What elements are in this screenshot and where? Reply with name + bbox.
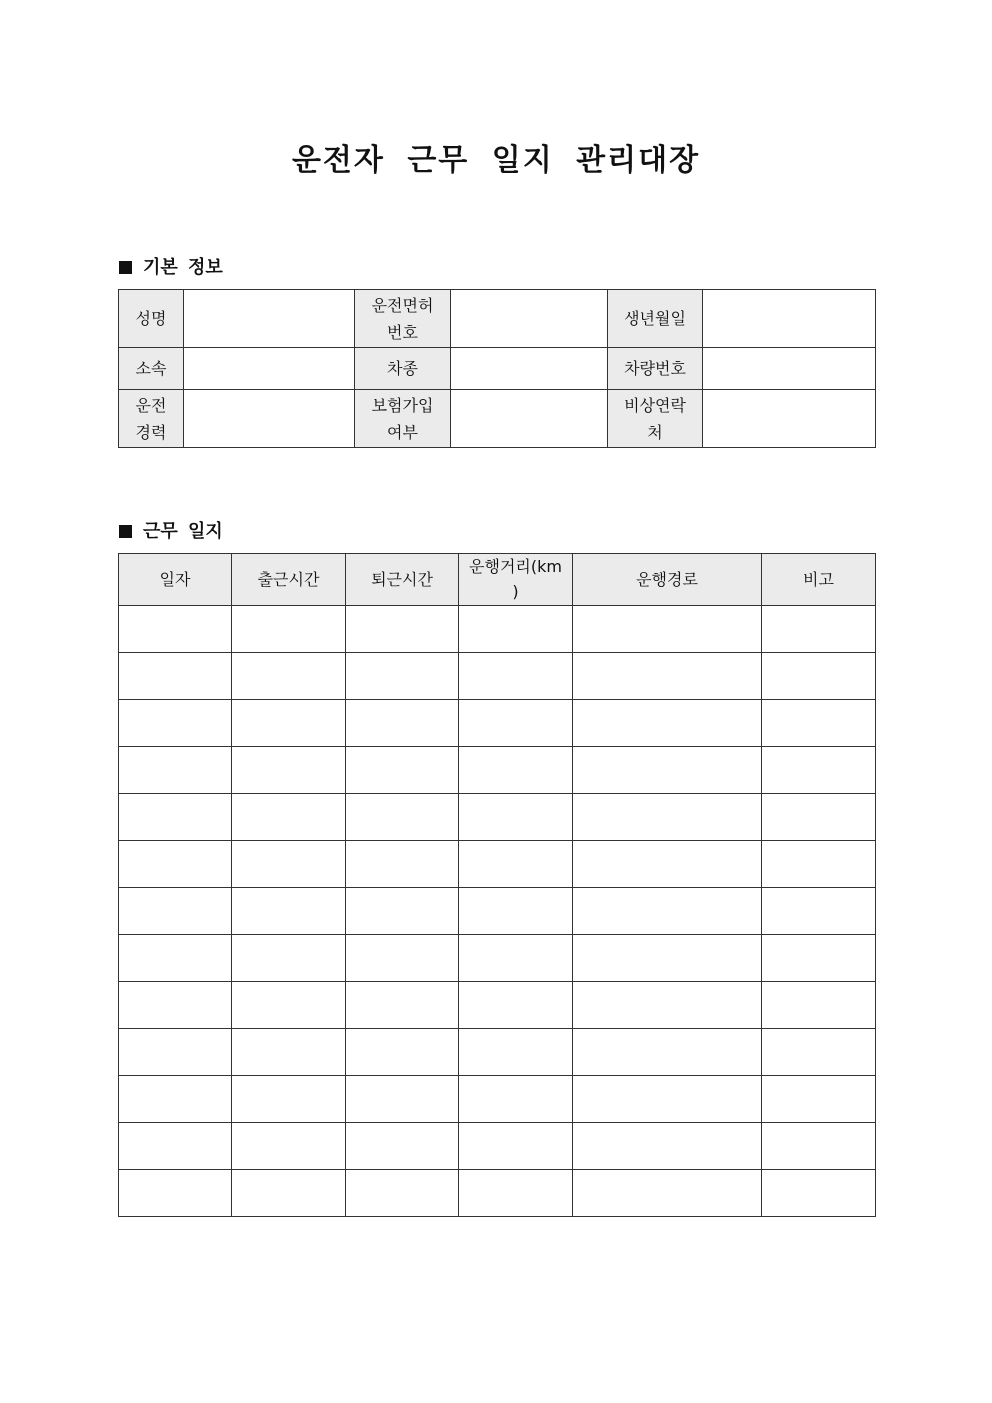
distance-cell[interactable] — [459, 700, 573, 747]
basic-info-table — [118, 289, 876, 448]
clock-out-cell[interactable] — [346, 935, 459, 982]
distance-cell[interactable] — [459, 747, 573, 794]
remarks-column-header: 비고 — [762, 554, 876, 606]
remarks-cell[interactable] — [762, 747, 876, 794]
route-cell[interactable] — [573, 888, 762, 935]
date-cell[interactable] — [119, 1170, 232, 1217]
name-label: 성명 — [119, 290, 184, 348]
remarks-cell[interactable] — [762, 700, 876, 747]
distance-cell[interactable] — [459, 1076, 573, 1123]
square-bullet-icon — [119, 525, 132, 538]
route-cell[interactable] — [573, 1170, 762, 1217]
clock-out-cell[interactable] — [346, 1029, 459, 1076]
distance-cell[interactable] — [459, 888, 573, 935]
route-cell[interactable] — [573, 700, 762, 747]
vehicle-number-label: 차량번호 — [608, 348, 703, 390]
clock-out-cell[interactable] — [346, 982, 459, 1029]
insurance-label: 보험가입 여부 — [355, 390, 451, 448]
date-cell[interactable] — [119, 653, 232, 700]
clock-in-cell[interactable] — [232, 653, 346, 700]
driving-experience-field[interactable] — [184, 390, 355, 448]
table-row — [119, 794, 876, 841]
clock-out-cell[interactable] — [346, 747, 459, 794]
date-cell[interactable] — [119, 606, 232, 653]
basic-info-heading-text: 기본 정보 — [143, 257, 223, 278]
basic-info-row — [119, 390, 876, 448]
clock-out-cell[interactable] — [346, 1076, 459, 1123]
route-cell[interactable] — [573, 841, 762, 888]
remarks-cell[interactable] — [762, 935, 876, 982]
date-cell[interactable] — [119, 700, 232, 747]
clock-out-column-header: 퇴근시간 — [346, 554, 459, 606]
route-cell[interactable] — [573, 747, 762, 794]
work-log-heading — [119, 517, 223, 543]
date-cell[interactable] — [119, 888, 232, 935]
date-cell[interactable] — [119, 1029, 232, 1076]
vehicle-number-field[interactable] — [703, 348, 876, 390]
clock-out-cell[interactable] — [346, 888, 459, 935]
clock-in-cell[interactable] — [232, 700, 346, 747]
date-column-header: 일자 — [119, 554, 232, 606]
route-cell[interactable] — [573, 1123, 762, 1170]
vehicle-type-field[interactable] — [451, 348, 608, 390]
work-log-heading-text: 근무 일지 — [143, 521, 223, 542]
distance-cell[interactable] — [459, 606, 573, 653]
distance-cell[interactable] — [459, 982, 573, 1029]
clock-out-cell[interactable] — [346, 700, 459, 747]
table-row — [119, 1123, 876, 1170]
table-row — [119, 747, 876, 794]
route-column-header: 운행경로 — [573, 554, 762, 606]
birth-date-field[interactable] — [703, 290, 876, 348]
clock-in-column-header: 출근시간 — [232, 554, 346, 606]
emergency-contact-field[interactable] — [703, 390, 876, 448]
vehicle-type-label: 차종 — [355, 348, 451, 390]
distance-cell[interactable] — [459, 794, 573, 841]
remarks-cell[interactable] — [762, 841, 876, 888]
clock-out-cell[interactable] — [346, 606, 459, 653]
remarks-cell[interactable] — [762, 1076, 876, 1123]
affiliation-field[interactable] — [184, 348, 355, 390]
remarks-cell[interactable] — [762, 1029, 876, 1076]
date-cell[interactable] — [119, 794, 232, 841]
clock-in-cell[interactable] — [232, 794, 346, 841]
date-cell[interactable] — [119, 982, 232, 1029]
remarks-cell[interactable] — [762, 888, 876, 935]
distance-cell[interactable] — [459, 841, 573, 888]
basic-info-row — [119, 348, 876, 390]
distance-cell[interactable] — [459, 653, 573, 700]
route-cell[interactable] — [573, 935, 762, 982]
table-row — [119, 1170, 876, 1217]
distance-column-header: 운행거리(km ) — [459, 554, 573, 606]
basic-info-row — [119, 290, 876, 348]
date-cell[interactable] — [119, 841, 232, 888]
basic-info-heading — [119, 253, 223, 279]
birth-date-label: 생년월일 — [608, 290, 703, 348]
date-cell[interactable] — [119, 1123, 232, 1170]
table-row — [119, 606, 876, 653]
route-cell[interactable] — [573, 794, 762, 841]
page-title: 운전자 근무 일지 관리대장 — [291, 143, 701, 178]
date-cell[interactable] — [119, 935, 232, 982]
emergency-contact-label: 비상연락 처 — [608, 390, 703, 448]
license-number-field[interactable] — [451, 290, 608, 348]
table-row — [119, 1029, 876, 1076]
clock-out-cell[interactable] — [346, 1170, 459, 1217]
date-cell[interactable] — [119, 1076, 232, 1123]
distance-cell[interactable] — [459, 935, 573, 982]
route-cell[interactable] — [573, 982, 762, 1029]
insurance-field[interactable] — [451, 390, 608, 448]
route-cell[interactable] — [573, 606, 762, 653]
clock-out-cell[interactable] — [346, 841, 459, 888]
clock-in-cell[interactable] — [232, 606, 346, 653]
affiliation-label: 소속 — [119, 348, 184, 390]
date-cell[interactable] — [119, 747, 232, 794]
route-cell[interactable] — [573, 1029, 762, 1076]
clock-in-cell[interactable] — [232, 1076, 346, 1123]
driving-experience-label: 운전 경력 — [119, 390, 184, 448]
distance-cell[interactable] — [459, 1029, 573, 1076]
remarks-cell[interactable] — [762, 1170, 876, 1217]
table-row — [119, 841, 876, 888]
remarks-cell[interactable] — [762, 1123, 876, 1170]
work-log-header-row — [119, 554, 876, 606]
distance-cell[interactable] — [459, 1170, 573, 1217]
table-row — [119, 700, 876, 747]
clock-in-cell[interactable] — [232, 982, 346, 1029]
clock-in-cell[interactable] — [232, 1123, 346, 1170]
table-row — [119, 1076, 876, 1123]
remarks-cell[interactable] — [762, 794, 876, 841]
work-log-body — [119, 606, 876, 1217]
clock-in-cell[interactable] — [232, 935, 346, 982]
name-field[interactable] — [184, 290, 355, 348]
work-log-table — [118, 553, 876, 1217]
clock-out-cell[interactable] — [346, 653, 459, 700]
route-cell[interactable] — [573, 1076, 762, 1123]
remarks-cell[interactable] — [762, 606, 876, 653]
clock-out-cell[interactable] — [346, 1123, 459, 1170]
remarks-cell[interactable] — [762, 653, 876, 700]
table-row — [119, 888, 876, 935]
table-row — [119, 982, 876, 1029]
clock-out-cell[interactable] — [346, 794, 459, 841]
clock-in-cell[interactable] — [232, 841, 346, 888]
table-row — [119, 653, 876, 700]
distance-cell[interactable] — [459, 1123, 573, 1170]
remarks-cell[interactable] — [762, 982, 876, 1029]
license-number-label: 운전면허 번호 — [355, 290, 451, 348]
table-row — [119, 935, 876, 982]
square-bullet-icon — [119, 261, 132, 274]
clock-in-cell[interactable] — [232, 1170, 346, 1217]
clock-in-cell[interactable] — [232, 747, 346, 794]
clock-in-cell[interactable] — [232, 1029, 346, 1076]
route-cell[interactable] — [573, 653, 762, 700]
clock-in-cell[interactable] — [232, 888, 346, 935]
